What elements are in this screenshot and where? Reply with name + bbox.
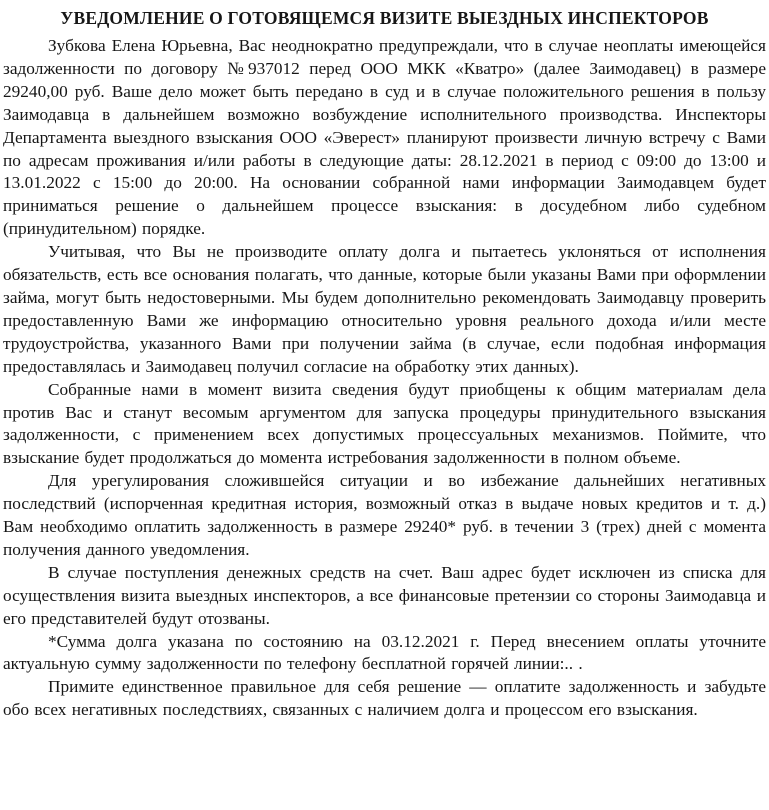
paragraph-amount-footnote: *Сумма долга указана по состоянию на 03.12.2021 г. Перед внесением оплаты уточните актуальную сумму задолженности по телефону бесплатной горячей линии:.. . <box>3 631 766 674</box>
paragraph-payment-demand: Для урегулирования сложившейся ситуации и во избежание дальнейших негативных последствий (испорченная кредитная история, возможный отказ в выдаче новых кредитов и т. д.) Вам необходимо оплатить задолженность в размере 29240* руб. в течении 3 (трех) дней с момента получения данного уведомления. <box>3 471 766 559</box>
paragraph-payment-result: В случае поступления денежных средств на счет. Ваш адрес будет исключен из списка для осуществления визита выездных инспекторов, а все финансовые претензии со стороны Заимодавца и его представителей будут отозваны. <box>3 562 766 628</box>
document-body <box>3 35 766 722</box>
paragraph-debt-warning: Зубкова Елена Юрьевна, Вас неоднократно предупреждали, что в случае неоплаты имеющейся задолженности по договору №937012 перед ООО МКК «Кватро» (далее Заимодавец) в размере 29240,00 руб. Ваше дело может быть передано в суд и в случае положительного решения в пользу Заимодавца в дальнейшем возможно возбуждение исполнительного производства. Инспекторы Департамента выездного взыскания ООО «Эверест» планируют произвести личную встречу с Вами по адресам проживания и/или работы в следующие даты: 28.12.2021 в период с 09:00 до 13:00 и 13.01.2022 с 15:00 до 20:00. На основании собранной нами информации Заимодавцем будет приниматься решение о дальнейшем процессе взыскания: в досудебном либо судебном (принудительном) порядке. <box>3 36 766 239</box>
paragraph-visit-evidence: Собранные нами в момент визита сведения будут приобщены к общим материалам дела против Вас и станут весомым аргументом для запуска процедуры принудительного взыскания задолженности, с применением всех допустимых процессуальных механизмов. Поймите, что взыскание будет продолжаться до момента истребования задолженности в полном объеме. <box>3 379 766 468</box>
paragraph-data-verification: Учитывая, что Вы не производите оплату долга и пытаетесь уклоняться от исполнения обязательств, есть все основания полагать, что данные, которые были указаны Вами при оформлении займа, могут быть недостоверными. Мы будем дополнительно рекомендовать Заимодавцу проверить предоставленную Вами же информацию относительно уровня реального дохода и/или месте трудоустройства, указанного Вами при получении займа (в случае, если подобная информация предоставлялась и Заимодавец получил согласие на обработку этих данных). <box>3 242 766 376</box>
document-title: УВЕДОМЛЕНИЕ О ГОТОВЯЩЕМСЯ ВИЗИТЕ ВЫЕЗДНЫХ ИНСПЕКТОРОВ <box>60 8 709 28</box>
paragraph-final-appeal: Примите единственное правильное для себя решение — оплатите задолженность и забудьте обо всех негативных последствиях, связанных с наличием долга и процессом его взыскания. <box>3 677 766 720</box>
